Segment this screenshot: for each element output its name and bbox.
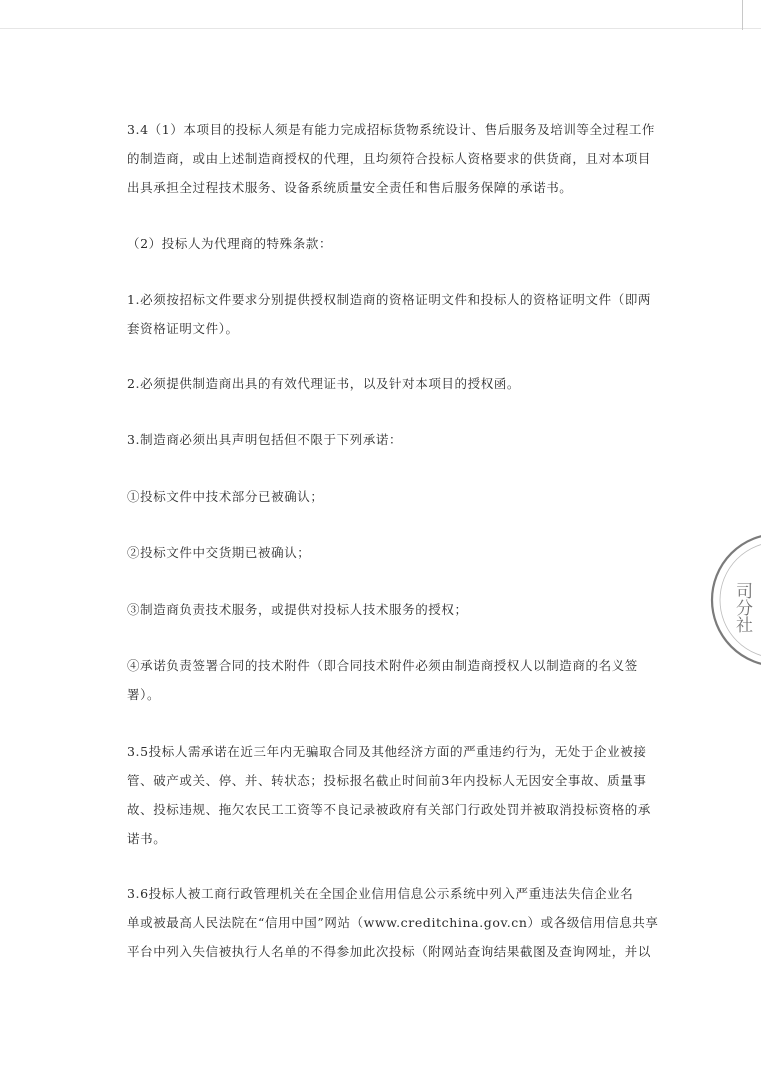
company-seal-stamp	[700, 520, 761, 680]
text-line: 诺书。	[127, 831, 167, 846]
text-line: 单或被最高人民法院在“信用中国”网站（www.creditchina.gov.cn）或各级信用信息共享	[127, 915, 659, 930]
paragraph-item-2	[127, 369, 647, 398]
paragraph-commitment-2	[127, 538, 647, 567]
text-line: 出具承担全过程技术服务、设备系统质量安全责任和售后服务保障的承诺书。	[127, 180, 573, 195]
text-line: 2.必须提供制造商出具的有效代理证书，以及针对本项目的授权函。	[127, 376, 521, 391]
paragraph-item-3	[127, 425, 647, 454]
paragraph-commitment-4	[127, 651, 647, 709]
text-line: 管、破产或关、停、并、转状态；投标报名截止时间前3年内投标人无因安全事故、质量事	[127, 773, 647, 788]
text-line: 3.4（1）本项目的投标人须是有能力完成招标货物系统设计、售后服务及培训等全过程工作	[127, 122, 656, 137]
text-line: 的制造商，或由上述制造商授权的代理，且均须符合投标人资格要求的供货商，且对本项目	[127, 151, 652, 166]
paragraph-agent-terms	[127, 229, 647, 258]
page-top-border	[0, 28, 761, 29]
text-line: 3.6投标人被工商行政管理机关在全国企业信用信息公示系统中列入严重违法失信企业名	[127, 886, 634, 901]
text-line: 平台中列入失信被执行人名单的不得参加此次投标（附网站查询结果截图及查询网址，并以	[127, 944, 652, 959]
seal-text: 司分社	[732, 582, 752, 633]
text-line: 套资格证明文件）。	[127, 321, 239, 336]
paragraph-3-6	[127, 879, 659, 966]
text-line: ④承诺负责签署合同的技术附件（即合同技术附件必须由制造商授权人以制造商的名义签	[127, 658, 638, 673]
text-line: 故、投标违规、拖欠农民工工资等不良记录被政府有关部门行政处罚并被取消投标资格的承	[127, 802, 652, 817]
text-line: 3.制造商必须出具声明包括但不限于下列承诺：	[127, 432, 403, 447]
text-line: 1.必须按招标文件要求分别提供授权制造商的资格证明文件和投标人的资格证明文件（即两	[127, 292, 652, 307]
text-line: 署）。	[127, 687, 161, 702]
paragraph-commitment-1	[127, 482, 647, 511]
paragraph-item-1	[127, 285, 652, 343]
text-line: （2）投标人为代理商的特殊条款：	[127, 236, 333, 251]
text-line: ③制造商负责技术服务，或提供对投标人技术服务的授权；	[127, 602, 468, 617]
text-line: ①投标文件中技术部分已被确认；	[127, 489, 324, 504]
paragraph-3-4	[127, 115, 656, 202]
paragraph-commitment-3	[127, 595, 647, 624]
text-line: 3.5投标人需承诺在近三年内无骗取合同及其他经济方面的严重违约行为，无处于企业被接	[127, 744, 647, 759]
text-line: ②投标文件中交货期已被确认；	[127, 545, 311, 560]
paragraph-3-5	[127, 737, 652, 853]
scan-edge-mark	[742, 0, 743, 30]
